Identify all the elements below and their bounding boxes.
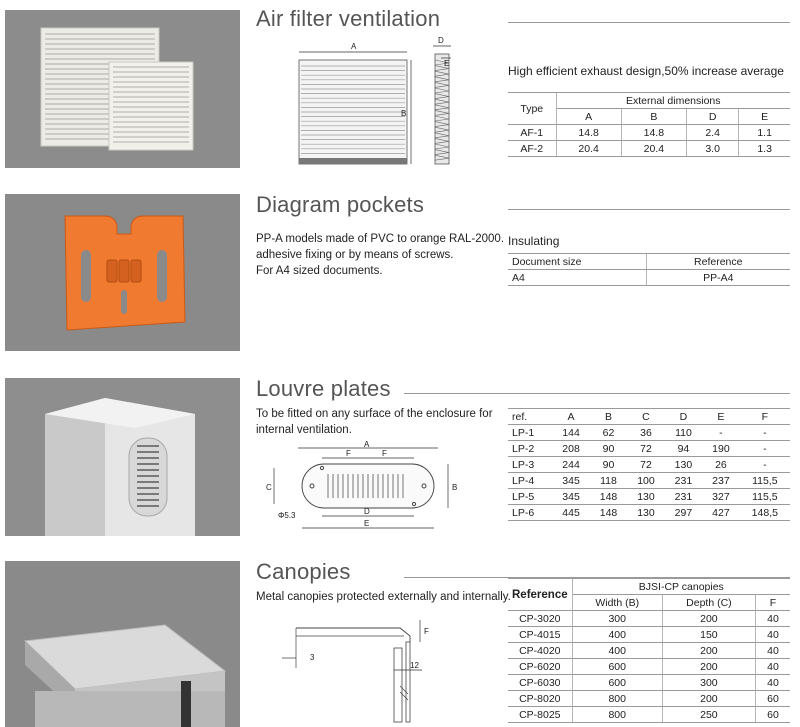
air-filter-group-header: External dimensions	[556, 93, 790, 109]
canopies-col-depth: Depth (C)	[662, 595, 755, 611]
table-cell: 2.4	[686, 125, 738, 141]
desc-line: internal ventilation.	[256, 424, 352, 436]
table-cell: 40	[755, 675, 790, 691]
table-cell: 14.8	[621, 125, 686, 141]
louvre-header: B	[590, 409, 627, 425]
table-row	[508, 505, 790, 521]
table-cell: 100	[627, 473, 664, 489]
canopy-ref-cell: CP-4015	[508, 627, 572, 643]
table-cell: 130	[627, 489, 664, 505]
air-filter-dim-e: E	[444, 59, 450, 68]
canopies-table	[508, 578, 790, 723]
table-cell: 300	[662, 675, 755, 691]
table-cell: -	[740, 457, 790, 473]
table-cell: 36	[627, 425, 664, 441]
diagram-pockets-table	[508, 253, 790, 286]
table-row	[508, 627, 790, 643]
table-cell: 600	[572, 659, 662, 675]
canopy-ref-cell: CP-4020	[508, 643, 572, 659]
louvre-header: F	[740, 409, 790, 425]
table-cell: LP-3	[508, 457, 552, 473]
table-cell: LP-2	[508, 441, 552, 457]
table-cell: 190	[702, 441, 739, 457]
table-cell: 297	[665, 505, 702, 521]
table-cell: 144	[552, 425, 589, 441]
canopy-ref-cell: CP-8020	[508, 691, 572, 707]
louvre-header: A	[552, 409, 589, 425]
table-cell: 600	[572, 675, 662, 691]
canopy-photo	[5, 561, 240, 727]
table-cell: 345	[552, 473, 589, 489]
table-cell: 427	[702, 505, 739, 521]
air-filter-row-type: AF-1	[508, 125, 556, 141]
table-row	[508, 425, 790, 441]
table-cell: 130	[665, 457, 702, 473]
table-cell: 250	[662, 707, 755, 723]
table-cell: 90	[590, 441, 627, 457]
canopy-illustration	[5, 561, 240, 727]
table-cell: 94	[665, 441, 702, 457]
table-cell: 244	[552, 457, 589, 473]
table-cell: LP-4	[508, 473, 552, 489]
table-cell: 231	[665, 489, 702, 505]
desc-line: adhesive fixing or by means of screws.	[256, 249, 454, 261]
canopy-diagram	[282, 612, 462, 722]
air-filter-photo	[5, 10, 240, 168]
canopy-ref-cell: CP-6030	[508, 675, 572, 691]
table-cell: -	[740, 425, 790, 441]
canopies-col-width: Width (B)	[572, 595, 662, 611]
table-row	[508, 125, 790, 141]
louvre-diagram	[262, 440, 472, 534]
table-cell: 115,5	[740, 489, 790, 505]
table-cell: 200	[662, 659, 755, 675]
table-cell: 231	[665, 473, 702, 489]
table-cell: 200	[662, 643, 755, 659]
table-cell: 1.3	[739, 141, 790, 157]
table-cell: 130	[627, 505, 664, 521]
air-filter-dim-d: D	[438, 36, 444, 45]
table-cell: LP-6	[508, 505, 552, 521]
louvre-header: E	[702, 409, 739, 425]
table-row	[508, 457, 790, 473]
louvre-dim-b: B	[452, 483, 458, 492]
table-cell: 26	[702, 457, 739, 473]
table-cell: 148,5	[740, 505, 790, 521]
air-filter-type-header: Type	[508, 93, 556, 125]
canopy-ref-cell: CP-8025	[508, 707, 572, 723]
louvre-dim-a: A	[364, 440, 370, 449]
pockets-header-size: Document size	[508, 254, 646, 270]
table-row	[508, 270, 790, 286]
table-cell: 148	[590, 489, 627, 505]
air-filter-col-a: A	[556, 109, 621, 125]
louvre-header: D	[665, 409, 702, 425]
table-cell: 40	[755, 627, 790, 643]
canopies-title: Canopies	[256, 559, 351, 584]
table-cell: 40	[755, 659, 790, 675]
table-cell: 60	[755, 691, 790, 707]
canopy-ref-cell: CP-3020	[508, 611, 572, 627]
table-row	[508, 611, 790, 627]
table-cell: 110	[665, 425, 702, 441]
table-cell: LP-1	[508, 425, 552, 441]
canopies-reference-header: Reference	[508, 579, 572, 611]
canopy-dim-f: F	[424, 627, 429, 636]
table-cell: 72	[627, 441, 664, 457]
louvre-dim-f2: F	[382, 449, 387, 458]
table-cell: 200	[662, 691, 755, 707]
desc-line: PP-A models made of PVC to orange RAL-2000.	[256, 233, 505, 245]
louvre-illustration	[5, 378, 240, 536]
louvre-title: Louvre plates	[256, 376, 391, 401]
table-cell: 3.0	[686, 141, 738, 157]
canopy-ref-cell: CP-6020	[508, 659, 572, 675]
table-cell: 62	[590, 425, 627, 441]
table-cell: 300	[572, 611, 662, 627]
table-row	[508, 643, 790, 659]
table-cell: PP-A4	[646, 270, 790, 286]
diagram-pocket-photo	[5, 194, 240, 351]
table-row	[508, 473, 790, 489]
table-cell: 445	[552, 505, 589, 521]
louvre-table	[508, 408, 790, 521]
air-filter-illustration	[5, 10, 240, 168]
air-filter-title: Air filter ventilation	[256, 6, 441, 31]
table-cell: -	[740, 441, 790, 457]
table-cell: 400	[572, 643, 662, 659]
table-cell: 60	[755, 707, 790, 723]
table-row	[508, 675, 790, 691]
table-row	[508, 441, 790, 457]
canopy-dim-12: 12	[410, 661, 419, 670]
table-cell: 40	[755, 643, 790, 659]
air-filter-diagram	[285, 34, 485, 164]
table-cell: 72	[627, 457, 664, 473]
table-cell: -	[702, 425, 739, 441]
air-filter-title-rule	[508, 22, 790, 23]
table-row	[508, 707, 790, 723]
table-cell: 118	[590, 473, 627, 489]
louvre-dim-hole: Φ5.3	[278, 511, 296, 520]
diagram-pockets-note: Insulating	[508, 234, 560, 248]
table-cell: 208	[552, 441, 589, 457]
table-cell: 237	[702, 473, 739, 489]
canopies-group-header: BJSI-CP canopies	[572, 579, 790, 595]
air-filter-dim-a: A	[351, 42, 357, 51]
air-filter-note: High efficient exhaust design,50% increase average	[508, 64, 784, 78]
table-row	[508, 489, 790, 505]
canopies-col-f: F	[755, 595, 790, 611]
louvre-header: C	[627, 409, 664, 425]
table-cell: 90	[590, 457, 627, 473]
table-cell: A4	[508, 270, 646, 286]
diagram-pockets-title-rule	[508, 209, 790, 210]
table-cell: 148	[590, 505, 627, 521]
desc-line: For A4 sized documents.	[256, 265, 383, 277]
table-cell: LP-5	[508, 489, 552, 505]
louvre-dim-c: C	[266, 483, 272, 492]
louvre-dim-d: D	[364, 507, 370, 516]
table-row	[508, 659, 790, 675]
table-cell: 150	[662, 627, 755, 643]
diagram-pockets-title: Diagram pockets	[256, 192, 425, 217]
canopies-desc: Metal canopies protected externally and internally.	[256, 591, 511, 603]
canopy-dim-3: 3	[310, 653, 315, 662]
table-cell: 1.1	[739, 125, 790, 141]
table-cell: 327	[702, 489, 739, 505]
table-cell: 800	[572, 691, 662, 707]
table-cell: 800	[572, 707, 662, 723]
table-cell: 40	[755, 611, 790, 627]
table-row	[508, 691, 790, 707]
diagram-pockets-desc	[256, 231, 504, 279]
louvre-dim-e: E	[364, 519, 370, 528]
table-cell: 200	[662, 611, 755, 627]
louvre-dim-f1: F	[346, 449, 351, 458]
air-filter-row-type: AF-2	[508, 141, 556, 157]
desc-line: To be fitted on any surface of the enclosure for	[256, 408, 493, 420]
louvre-title-rule	[404, 393, 790, 394]
louvre-photo	[5, 378, 240, 536]
air-filter-col-e: E	[739, 109, 790, 125]
table-cell: 345	[552, 489, 589, 505]
table-cell: 400	[572, 627, 662, 643]
air-filter-table	[508, 92, 790, 157]
table-cell: 14.8	[556, 125, 621, 141]
diagram-pocket-illustration	[5, 194, 240, 351]
louvre-header-ref: ref.	[508, 409, 552, 425]
air-filter-col-d: D	[686, 109, 738, 125]
air-filter-col-b: B	[621, 109, 686, 125]
louvre-desc	[256, 406, 493, 438]
table-row	[508, 141, 790, 157]
table-cell: 20.4	[621, 141, 686, 157]
table-cell: 20.4	[556, 141, 621, 157]
air-filter-dim-b: B	[401, 109, 407, 118]
pockets-header-ref: Reference	[646, 254, 790, 270]
table-cell: 115,5	[740, 473, 790, 489]
